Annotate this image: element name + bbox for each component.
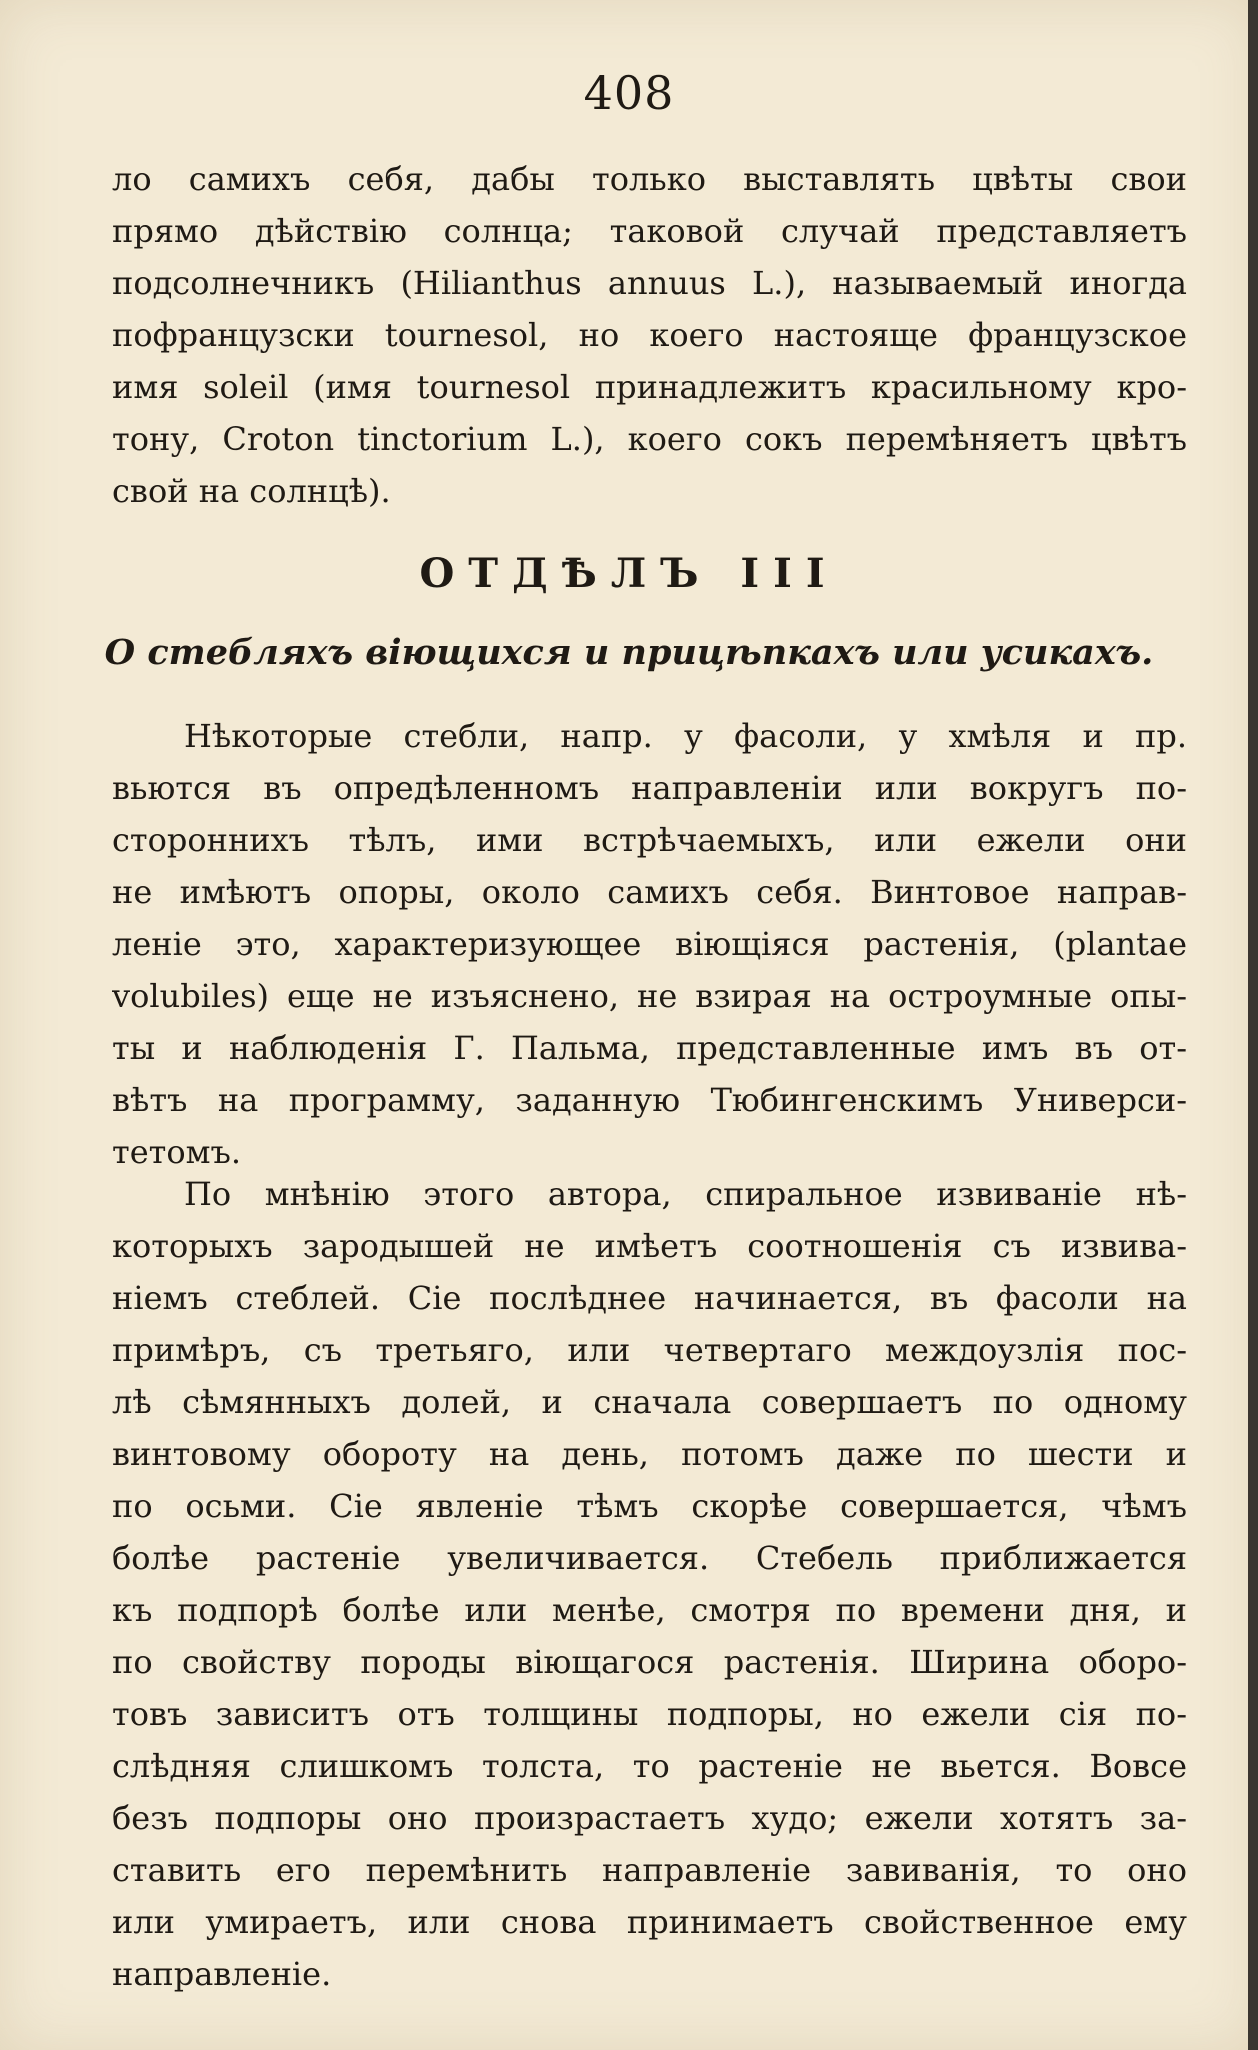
text-line: По мнѣнію этого автора, спиральное извиваніе нѣ-: [184, 1175, 1187, 1213]
continuation-text: [112, 153, 1187, 517]
text-line: безъ подпоры оно произрастаетъ худо; ежели хотятъ за-: [112, 1799, 1187, 1837]
text-line: къ подпорѣ болѣе или менѣе, смотря по времени дня, и: [112, 1591, 1187, 1629]
text-line: ніемъ стеблей. Сіе послѣднее начинается, въ фасоли на: [112, 1279, 1187, 1317]
text-line: слѣдняя слишкомъ толста, то растеніе не вьется. Вовсе: [112, 1747, 1187, 1785]
section-subheading: О стебляхъ віющихся и прицѣпкахъ или усикахъ.: [104, 632, 1154, 673]
text-line: volubiles) еще не изъяснено, не взирая на остроумные опы-: [112, 977, 1187, 1015]
text-line: не имѣютъ опоры, около самихъ себя. Винтовое направ-: [112, 873, 1187, 911]
text-line: леніе это, характеризующее віющіяся растенія, (plantae: [112, 925, 1187, 963]
text-line: пофранцузски tournesol, но коего настояще французское: [112, 316, 1187, 354]
text-line: направленіе.: [112, 1955, 332, 1993]
text-line: прямо дѣйствію солнца; таковой случай представляетъ: [112, 212, 1187, 250]
text-line: ставить его перемѣнить направленіе завиванія, то оно: [112, 1851, 1187, 1889]
text-line: тону, Croton tinctorium L.), коего сокъ перемѣняетъ цвѣтъ: [112, 420, 1187, 458]
text-line: по свойству породы віющагося растенія. Ширина оборо-: [112, 1643, 1187, 1681]
text-line: по осьми. Сіе явленіе тѣмъ скорѣе совершается, чѣмъ: [112, 1487, 1187, 1525]
paragraph-1: [112, 710, 1187, 1178]
text-line: ты и наблюденія Г. Пальма, представленные имъ въ от-: [112, 1029, 1187, 1067]
text-line: вьются въ опредѣленномъ направленіи или вокругъ по-: [112, 769, 1187, 807]
text-line: лѣ сѣмянныхъ долей, и сначала совершаетъ по одному: [112, 1383, 1187, 1421]
text-line: стороннихъ тѣлъ, ими встрѣчаемыхъ, или ежели они: [112, 821, 1187, 859]
text-line: которыхъ зародышей не имѣетъ соотношенія съ извива-: [112, 1227, 1187, 1265]
text-line: свой на солнцѣ).: [112, 472, 391, 510]
text-line: ло самихъ себя, дабы только выставлять цвѣты свои: [112, 160, 1187, 198]
text-line: товъ зависитъ отъ толщины подпоры, но ежели сія по-: [112, 1695, 1187, 1733]
text-line: подсолнечникъ (Hilianthus annuus L.), называемый иногда: [112, 264, 1187, 302]
text-line: имя soleil (имя tournesol принадлежитъ красильному кро-: [112, 368, 1187, 406]
section-heading: ОТДѢЛЪ III: [419, 550, 839, 597]
text-line: вѣтъ на программу, заданную Тюбингенскимъ Универси-: [112, 1081, 1187, 1119]
page-number: 408: [583, 66, 675, 120]
text-line: винтовому обороту на день, потомъ даже по шести и: [112, 1435, 1187, 1473]
text-line: или умираетъ, или снова принимаетъ свойственное ему: [112, 1903, 1187, 1941]
text-line: тетомъ.: [112, 1133, 242, 1171]
page-edge-shadow: [1248, 0, 1258, 2050]
text-line: примѣръ, съ третьяго, или четвертаго междоузлія пос-: [112, 1331, 1187, 1369]
paragraph-2: [112, 1168, 1187, 2000]
text-line: Нѣкоторые стебли, напр. у фасоли, у хмѣля и пр.: [184, 717, 1187, 755]
text-line: болѣе растеніе увеличивается. Стебель приближается: [112, 1539, 1187, 1577]
